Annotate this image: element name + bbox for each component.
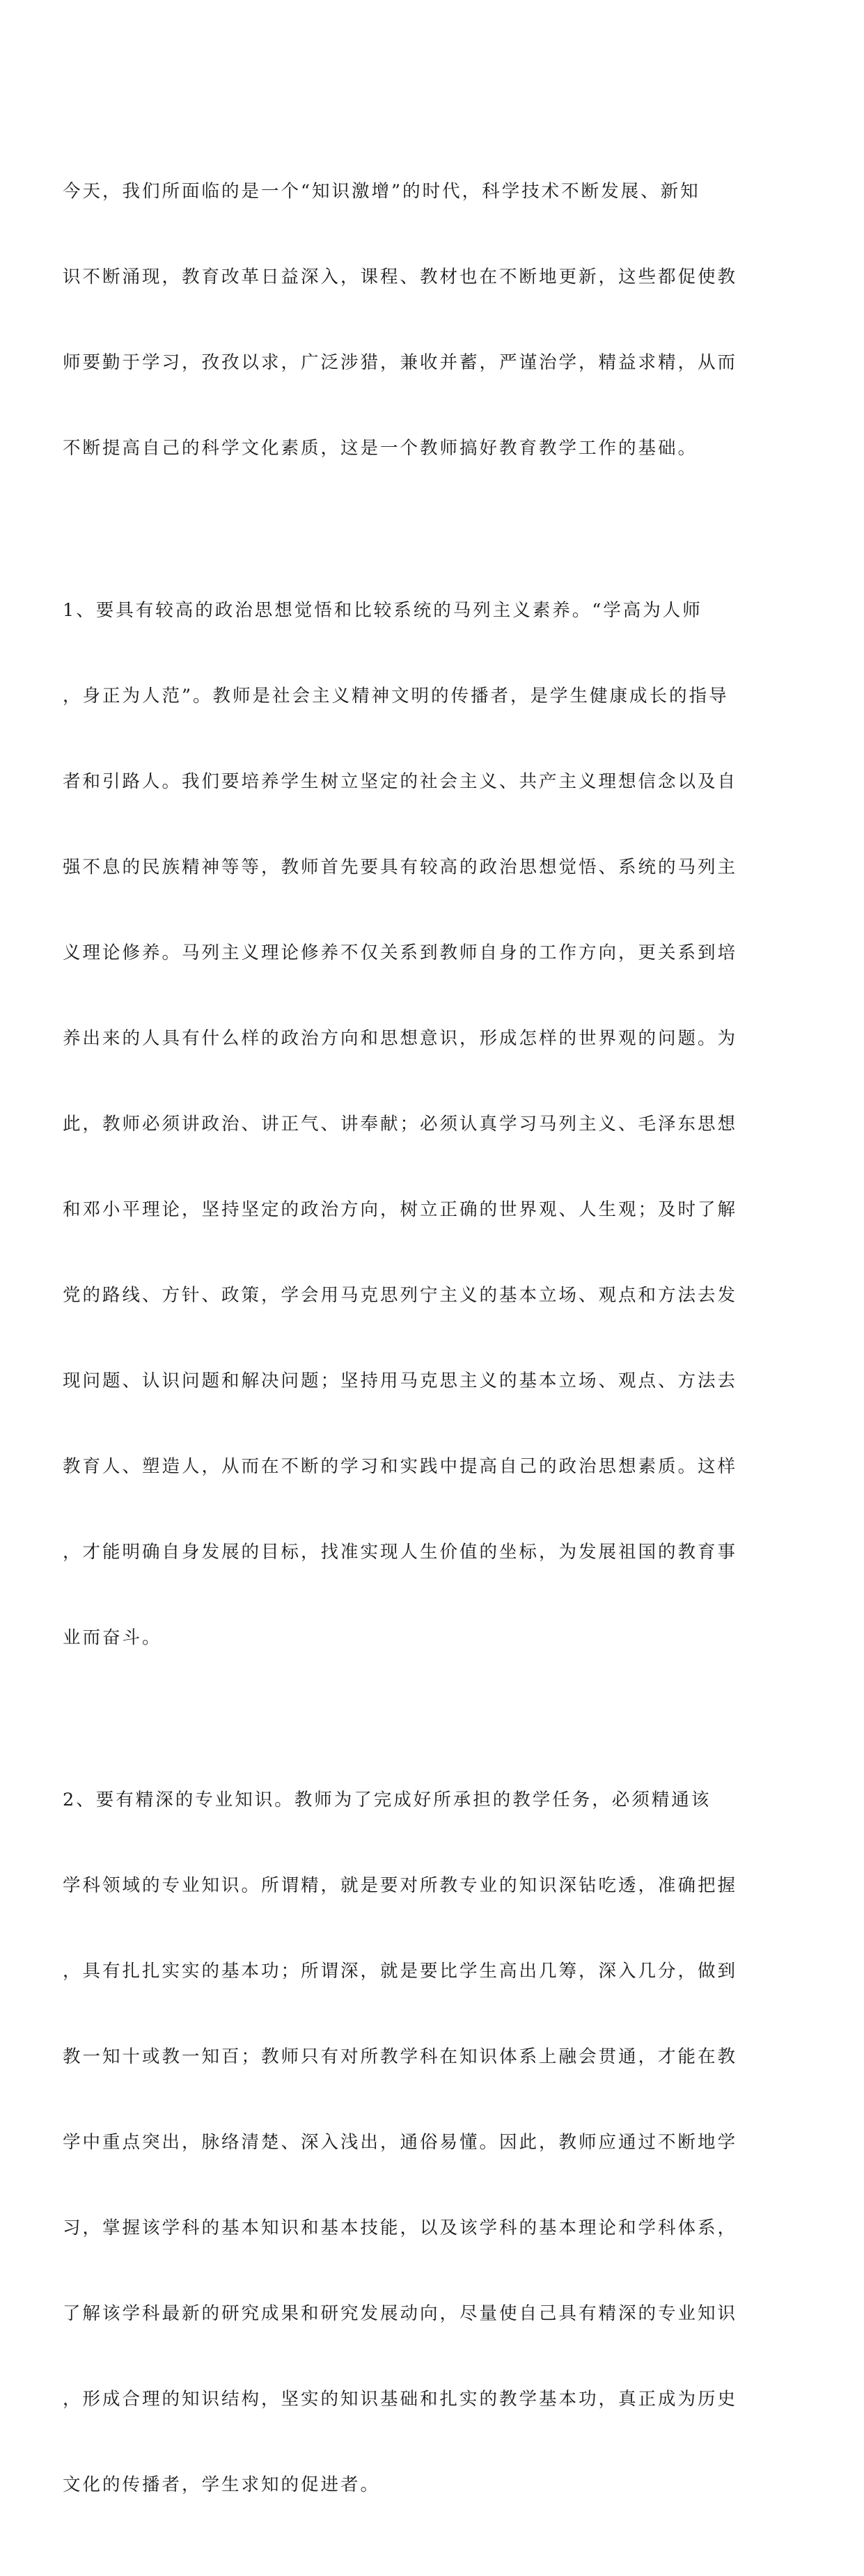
text-line: 不断提高自己的科学文化素质，这是一个教师搞好教育教学工作的基础。 [63, 438, 698, 459]
text-line: ，具有扎扎实实的基本功；所谓深，就是要比学生高出几筹，深入几分，做到 [63, 1961, 738, 1982]
text-line: 学科领域的专业知识。所谓精，就是要对所教专业的知识深钻吃透，准确把握 [63, 1875, 738, 1896]
text-line: 教育人、塑造人，从而在不断的学习和实践中提高自己的政治思想素质。这样 [63, 1456, 738, 1477]
text-line: ，才能明确自身发展的目标，找准实现人生价值的坐标，为发展祖国的教育事 [63, 1542, 738, 1563]
text-line: 识不断涌现，教育改革日益深入，课程、教材也在不断地更新，这些都促使教 [63, 267, 738, 287]
text-line: 今天，我们所面临的是一个“知识激增”的时代，科学技术不断发展、新知 [63, 181, 700, 202]
text-line: 学中重点突出，脉络清楚、深入浅出，通俗易懂。因此，教师应通过不断地学 [63, 2132, 738, 2153]
text-line: 教一知十或教一知百；教师只有对所教学科在知识体系上融会贯通，才能在教 [63, 2046, 738, 2067]
text-line: 2、要有精深的专业知识。教师为了完成好所承担的教学任务，必须精通该 [63, 1789, 712, 1810]
paragraph-professional-knowledge [63, 1729, 799, 2557]
text-line: 习，掌握该学科的基本知识和基本技能，以及该学科的基本理论和学科体系， [63, 2218, 738, 2238]
text-line: 义理论修养。马列主义理论修养不仅关系到教师自身的工作方向，更关系到培 [63, 942, 738, 963]
document-body [63, 120, 799, 2576]
text-line: 1、要具有较高的政治思想觉悟和比较系统的马列主义素养。“学高为人师 [63, 600, 702, 621]
text-line: 师要勤于学习，孜孜以求，广泛涉猎，兼收并蓄，严谨治学，精益求精，从而 [63, 352, 738, 373]
text-line: 者和引路人。我们要培养学生树立坚定的社会主义、共产主义理想信念以及自 [63, 771, 738, 792]
text-line: 和邓小平理论，坚持坚定的政治方向，树立正确的世界观、人生观；及时了解 [63, 1199, 738, 1220]
text-line: 业而奋斗。 [63, 1627, 162, 1648]
paragraph-political-literacy [63, 539, 799, 1709]
text-line: ，形成合理的知识结构，坚实的知识基础和扎实的教学基本功，真正成为历史 [63, 2389, 738, 2410]
text-line: 此，教师必须讲政治、讲正气、讲奉献；必须认真学习马列主义、毛泽东思想 [63, 1114, 738, 1135]
text-line: 现问题、认识问题和解决问题；坚持用马克思主义的基本立场、观点、方法去 [63, 1370, 738, 1391]
text-line: 党的路线、方针、政策，学会用马克思列宁主义的基本立场、观点和方法去发 [63, 1285, 738, 1306]
paragraph-intro [63, 120, 799, 520]
text-line: 强不息的民族精神等等，教师首先要具有较高的政治思想觉悟、系统的马列主 [63, 857, 738, 878]
text-line: 文化的传播者，学生求知的促进者。 [63, 2474, 381, 2495]
text-line: ，身正为人范”。教师是社会主义精神文明的传播者，是学生健康成长的指导 [63, 686, 729, 706]
text-line: 养出来的人具有什么样的政治方向和思想意识，形成怎样的世界观的问题。为 [63, 1028, 738, 1049]
text-line: 了解该学科最新的研究成果和研究发展动向，尽量使自己具有精深的专业知识 [63, 2303, 738, 2324]
